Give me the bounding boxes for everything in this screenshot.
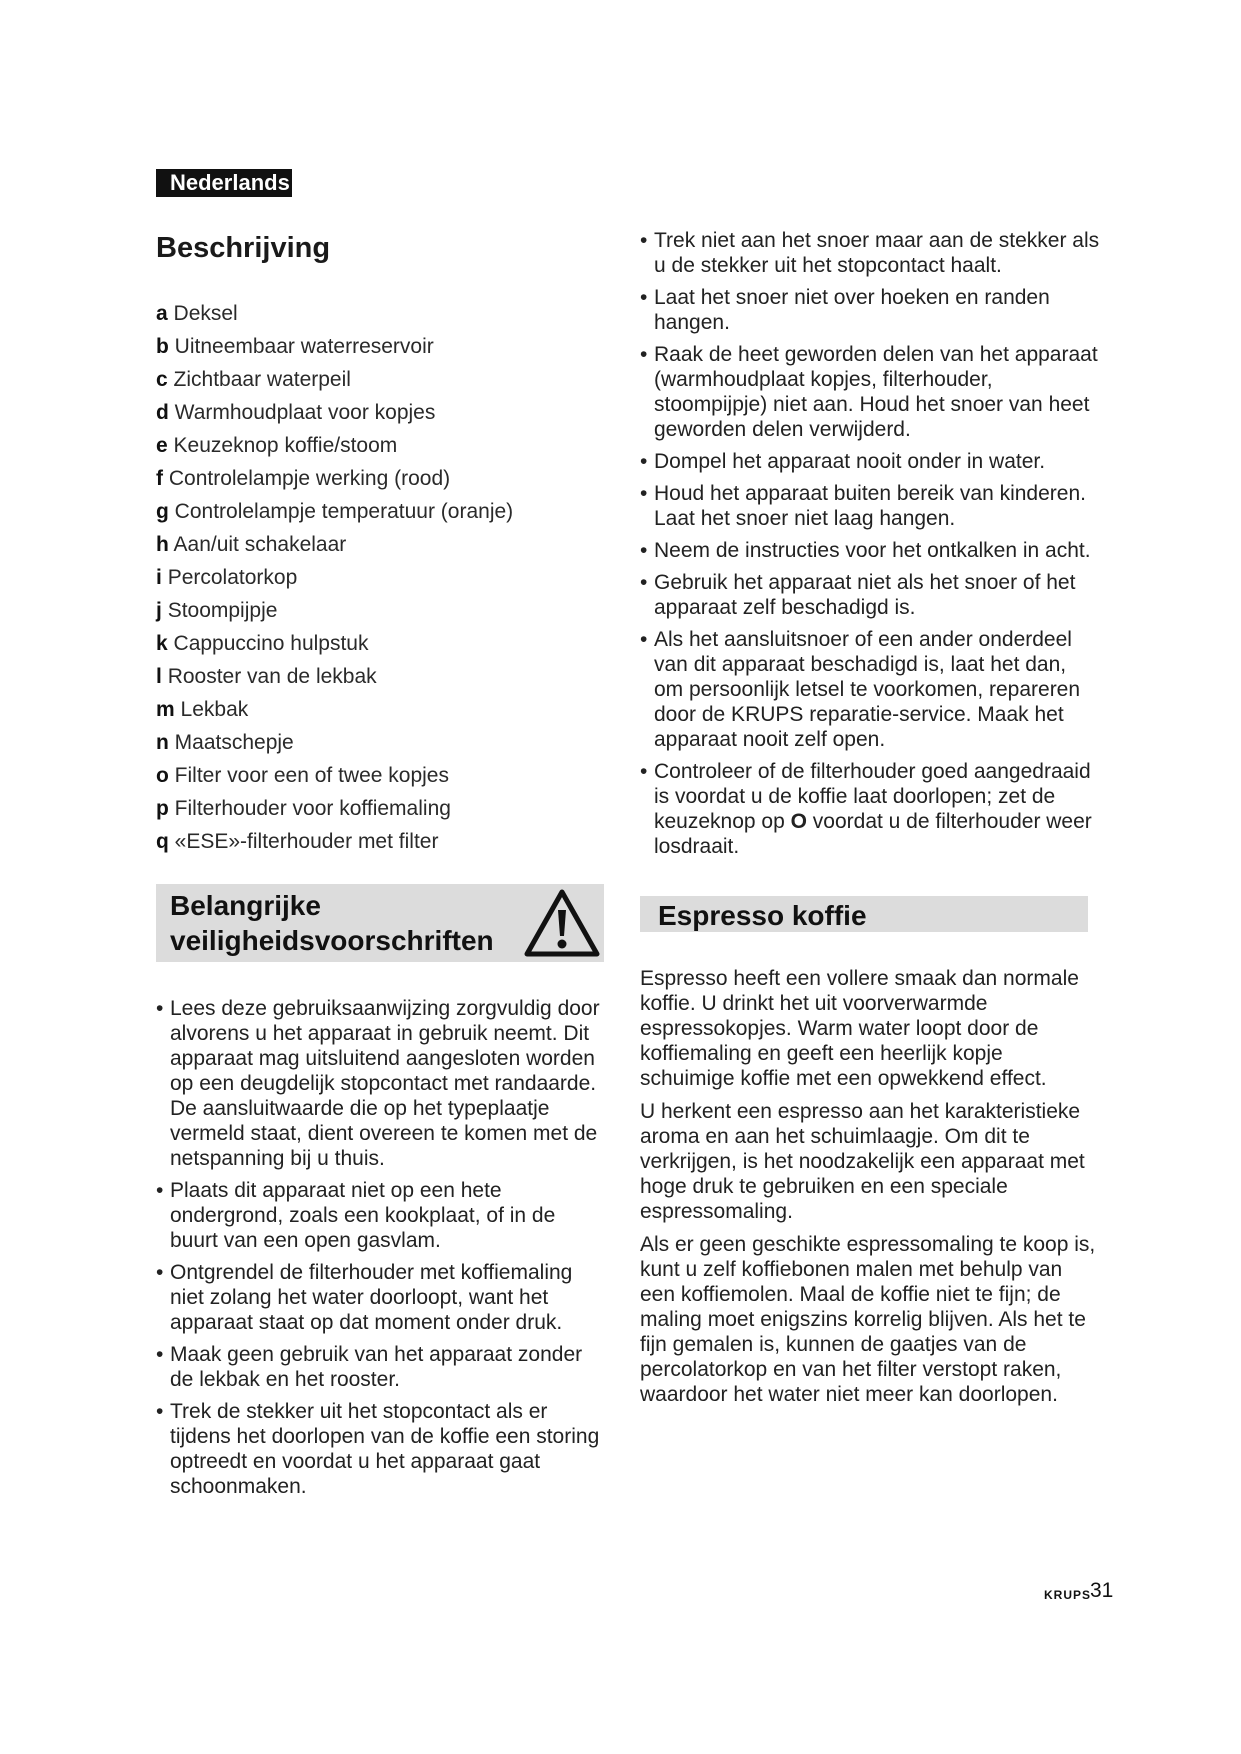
safety-list-right: [640, 228, 1100, 859]
page-number: 31: [1090, 1579, 1114, 1602]
right-column: [640, 228, 1100, 1415]
list-item: • Houd het apparaat buiten bereik van kinderen. Laat het snoer niet laag hangen.: [640, 481, 1100, 531]
list-item: • Maak geen gebruik van het apparaat zonder de lekbak en het rooster.: [156, 1342, 606, 1392]
list-item: • Dompel het apparaat nooit onder in water.: [640, 449, 1100, 474]
item-key: q: [156, 830, 169, 853]
list-item: • Trek niet aan het snoer maar aan de stekker als u de stekker uit het stopcontact haalt.: [640, 228, 1100, 278]
item-text: Deksel: [173, 302, 238, 325]
item-key: o: [156, 764, 169, 787]
item-text: Warmhoudplaat voor kopjes: [174, 401, 436, 424]
list-item: • Gebruik het apparaat niet als het snoer of het apparaat zelf beschadigd is.: [640, 570, 1100, 620]
item-text: Zichtbaar waterpeil: [173, 368, 351, 391]
list-item: • Trek de stekker uit het stopcontact als er tijdens het doorlopen van de koffie een storing optreedt en voordat u het apparaat gaat schoonmaken.: [156, 1399, 606, 1499]
list-item: [156, 830, 606, 863]
item-key: g: [156, 500, 169, 523]
item-text: Percolatorkop: [167, 566, 298, 589]
paragraph: Als er geen geschikte espressomaling te koop is, kunt u zelf koffiebonen malen met behulp van een koffiemolen. Maal de koffie niet te fijn; de maling moet enigszins korrelig blijven. Als het te fijn gemalen is, kunnen de gaatjes van de percolatorkop en van het filter verstopt raken, waardoor het water niet meer kan doorlopen.: [640, 1233, 1096, 1406]
safety-heading-line2: veiligheidsvoorschriften: [170, 925, 494, 956]
item-key: m: [156, 698, 175, 721]
list-item: • Als het aansluitsnoer of een ander onderdeel van dit apparaat beschadigd is, laat het dan, om persoonlijk letsel te voorkomen, repareren door de KRUPS reparatie-service. Maak het apparaat nooit zelf open.: [640, 627, 1100, 752]
switch-position-symbol: O: [790, 810, 807, 833]
item-text: Maatschepje: [174, 731, 294, 754]
list-item: [156, 500, 606, 533]
safety-heading-band: [156, 884, 604, 962]
item-text: Keuzeknop koffie/stoom: [173, 434, 398, 457]
item-text: Uitneembaar waterreservoir: [174, 335, 434, 358]
description-heading: Beschrijving: [156, 232, 331, 264]
list-item: [156, 566, 606, 599]
item-text: Controlelampje temperatuur (oranje): [174, 500, 514, 523]
item-text: «ESE»-filterhouder met filter: [174, 830, 439, 853]
item-key: p: [156, 797, 169, 820]
item-text: Cappuccino hulpstuk: [173, 632, 369, 655]
item-text: Controlelampje werking (rood): [168, 467, 451, 490]
item-key: a: [156, 302, 168, 325]
safety-list-left: [156, 996, 606, 1499]
left-column: [156, 228, 606, 1506]
list-item: • Neem de instructies voor het ontkalken in acht.: [640, 538, 1100, 563]
item-text: Lekbak: [180, 698, 249, 721]
item-key: h: [156, 533, 169, 556]
list-item: [156, 401, 606, 434]
item-key: b: [156, 335, 169, 358]
list-item: [156, 698, 606, 731]
espresso-heading-band: [640, 896, 1088, 932]
item-key: f: [156, 467, 163, 490]
item-key: c: [156, 368, 168, 391]
item-key: l: [156, 665, 162, 688]
list-item: [156, 467, 606, 500]
item-key: d: [156, 401, 169, 424]
list-item: [156, 368, 606, 401]
item-text: Filter voor een of twee kopjes: [174, 764, 449, 787]
list-item: [640, 759, 1100, 859]
bullet-text: Controleer of de filterhouder goed aangedraaid is voordat u de koffie laat doorlopen; zet de keuzeknop op: [654, 760, 1091, 833]
paragraph: Espresso heeft een vollere smaak dan normale koffie. U drinkt het uit voorverwarmde espressokopjes. Warm water loopt door de koffiemaling en geeft een heerlijk kopje schuimige koffie met een opwekkend effect.: [640, 967, 1079, 1090]
item-key: e: [156, 434, 168, 457]
language-tab: Nederlands: [156, 169, 292, 197]
brand-logo: KRUPS: [1044, 1588, 1092, 1602]
list-item: [156, 533, 606, 566]
item-key: j: [156, 599, 162, 622]
list-item: [156, 731, 606, 764]
list-item: [156, 335, 606, 368]
list-item: [156, 665, 606, 698]
list-item: • Laat het snoer niet over hoeken en randen hangen.: [640, 285, 1100, 335]
item-text: Stoompijpje: [167, 599, 278, 622]
list-item: • Ontgrendel de filterhouder met koffiemaling niet zolang het water doorloopt, want het apparaat staat op dat moment onder druk.: [156, 1260, 606, 1335]
bullet-text: voordat u de filterhouder weer losdraait.: [654, 810, 1092, 858]
parts-list: [156, 302, 606, 863]
list-item: [156, 599, 606, 632]
list-item: [156, 764, 606, 797]
safety-heading-line1: Belangrijke: [170, 890, 321, 921]
item-text: Rooster van de lekbak: [167, 665, 377, 688]
espresso-heading: Espresso koffie: [658, 900, 867, 931]
list-item: [156, 632, 606, 665]
list-item: [156, 434, 606, 467]
list-item: • Plaats dit apparaat niet op een hete ondergrond, zoals een kookplaat, of in de buurt van een open gasvlam.: [156, 1178, 606, 1253]
list-item: • Lees deze gebruiksaanwijzing zorgvuldig door alvorens u het apparaat in gebruik neemt. Dit apparaat mag uitsluitend aangesloten worden op een deugdelijk stopcontact met randaarde. De aansluitwaarde die op het typeplaatje vermeld staat, dient overeen te komen met de netspanning bij u thuis.: [156, 996, 606, 1171]
item-key: k: [156, 632, 168, 655]
item-key: i: [156, 566, 162, 589]
warning-triangle-icon: [524, 888, 600, 958]
item-key: n: [156, 731, 169, 754]
espresso-text: [640, 966, 1100, 1407]
list-item: [156, 797, 606, 830]
item-text: Filterhouder voor koffiemaling: [174, 797, 451, 820]
list-item: • Raak de heet geworden delen van het apparaat (warmhoudplaat kopjes, filterhouder, stoompijpje) niet aan. Houd het snoer van heet geworden delen verwijderd.: [640, 342, 1100, 442]
list-item: [156, 302, 606, 335]
item-text: Aan/uit schakelaar: [173, 533, 347, 556]
paragraph: U herkent een espresso aan het karakteristieke aroma en aan het schuimlaagje. Om dit te verkrijgen, is het noodzakelijk een apparaat met hoge druk te gebruiken en een speciale espressomaling.: [640, 1100, 1085, 1223]
